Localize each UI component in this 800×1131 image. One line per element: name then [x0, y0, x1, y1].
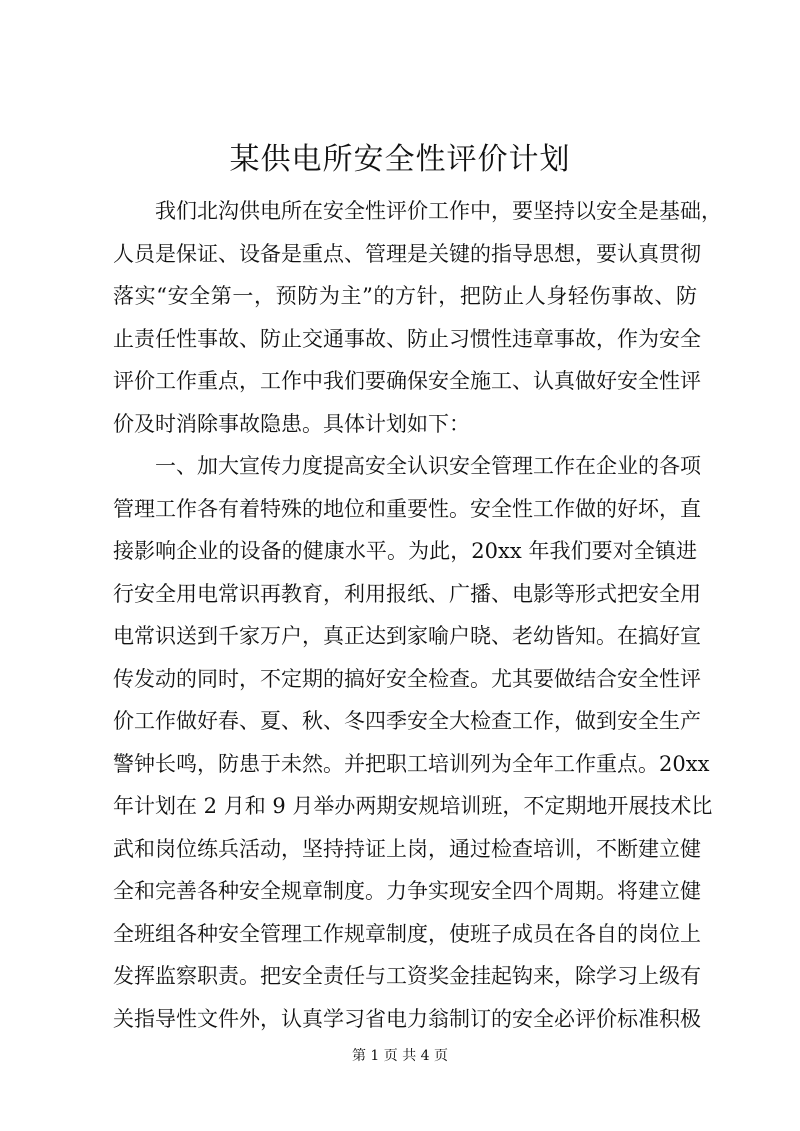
body-line: 落实“安全第一，预防为主”的方针，把防止人身轻伤事故、防 — [113, 284, 697, 308]
body-line: 人员是保证、设备是重点、管理是关键的指导思想，要认真贯彻 — [113, 241, 701, 266]
body-line: 评价工作重点，工作中我们要确保安全施工、认真做好安全性评 — [113, 369, 701, 393]
document-title: 某供电所安全性评价计划 — [229, 142, 571, 177]
body-line: 价工作做好春、夏、秋、冬四季安全大检查工作，做到安全生产 — [113, 709, 701, 733]
body-line: 警钟长鸣，防患于未然。并把职工培训列为全年工作重点。20xx — [113, 751, 710, 776]
body-line: 价及时消除事故隐患。具体计划如下： — [113, 411, 470, 436]
body-line: 一、加大宣传力度提高安全认识安全管理工作在企业的各项 — [155, 454, 701, 478]
body-line: 全班组各种安全管理工作规章制度，使班子成员在各自的岗位上 — [113, 921, 701, 946]
body-line: 传发动的同时，不定期的搞好安全检查。尤其要做结合安全性评 — [113, 666, 701, 691]
body-line: 止责任性事故、防止交通事故、防止习惯性违章事故，作为安全 — [113, 326, 701, 351]
body-line: 管理工作各有着特殊的地位和重要性。安全性工作做的好坏，直 — [113, 496, 701, 521]
body-line: 发挥监察职责。把安全责任与工资奖金挂起钩来，除学习上级有 — [113, 964, 701, 988]
body-line: 电常识送到千家万户，真正达到家喻户晓、老幼皆知。在搞好宣 — [113, 624, 701, 648]
body-line: 接影响企业的设备的健康水平。为此，20xx 年我们要对全镇进 — [113, 539, 697, 563]
document-body — [113, 190, 722, 1040]
body-line: 我们北沟供电所在安全性评价工作中，要坚持以安全是基础， — [155, 199, 722, 223]
body-line: 关指导性文件外，认真学习省电力翁制订的安全必评价标准积极 — [113, 1006, 701, 1031]
page-footer: 第 1 页 共 4 页 — [351, 1048, 449, 1064]
body-line: 年计划在 2 月和 9 月举办两期安规培训班，不定期地开展技术比 — [113, 794, 713, 818]
body-line: 行安全用电常识再教育，利用报纸、广播、电影等形式把安全用 — [113, 581, 701, 606]
body-line: 全和完善各种安全规章制度。力争实现安全四个周期。将建立健 — [113, 879, 701, 903]
body-line: 武和岗位练兵活动，坚持持证上岗，通过检查培训，不断建立健 — [113, 836, 701, 861]
